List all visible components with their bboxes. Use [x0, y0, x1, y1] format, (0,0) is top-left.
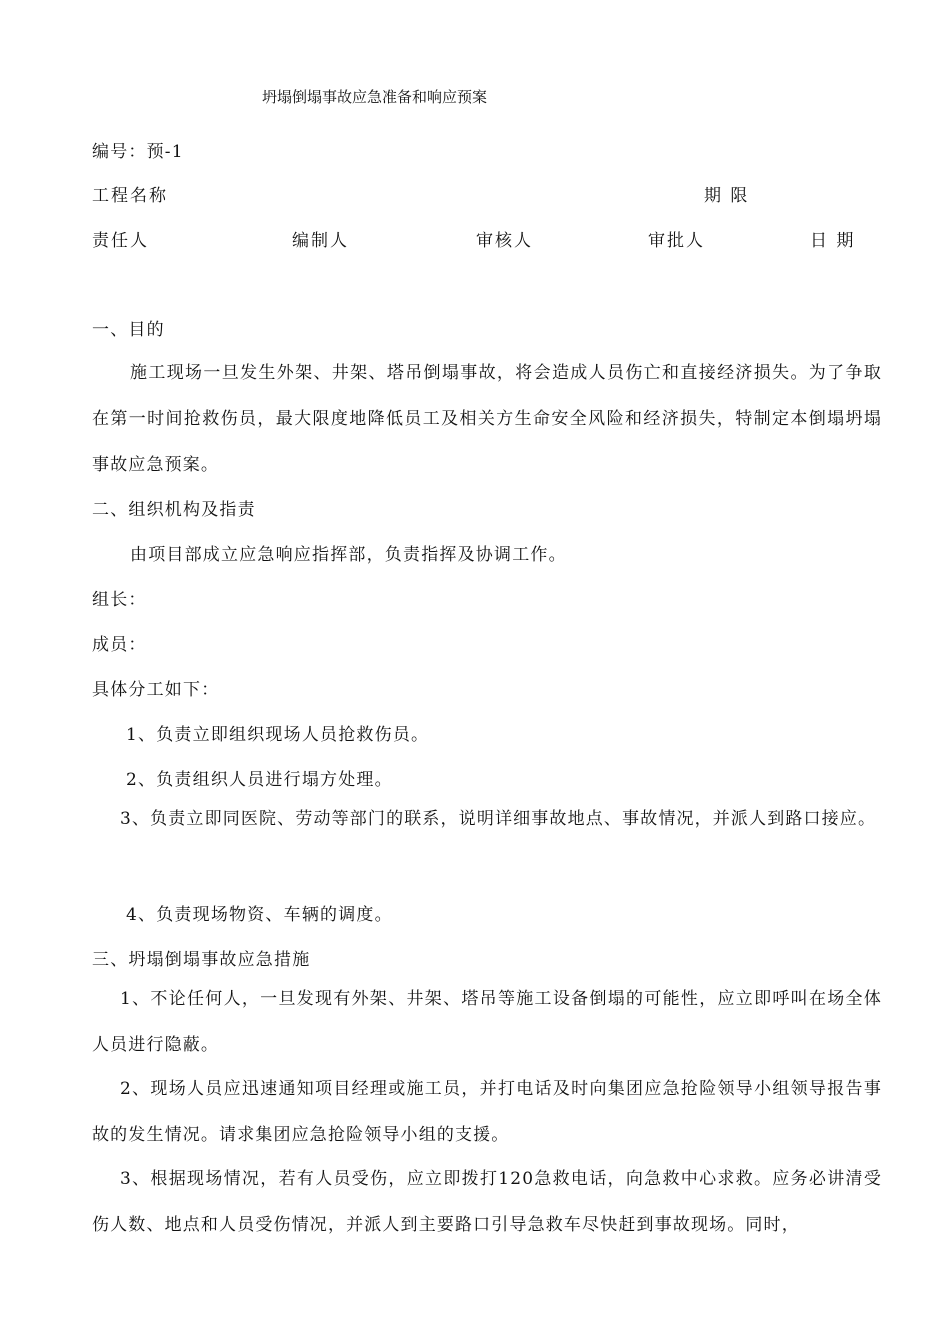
term-label: 期 限 [704, 186, 750, 206]
document-number: 编号：预-1 [92, 142, 184, 162]
section-2-heading: 二、组织机构及指责 [92, 500, 256, 520]
responsible-label: 责任人 [92, 231, 149, 251]
division-item-2: 2、负责组织人员进行塌方处理。 [126, 770, 393, 790]
division-item-1: 1、负责立即组织现场人员抢救伤员。 [126, 725, 430, 745]
section-3-heading: 三、坍塌倒塌事故应急措施 [92, 950, 311, 970]
members-label: 成员： [92, 635, 147, 655]
division-heading: 具体分工如下： [92, 680, 220, 700]
project-name-label: 工程名称 [92, 186, 168, 206]
measure-item-3: 3、根据现场情况，若有人员受伤，应立即拨打120急救电话，向急救中心求救。应务必讲清受伤人数、地点和人员受伤情况，并派人到主要路口引导急救车尽快赶到事故现场。同时， [92, 1169, 882, 1235]
document-title: 坍塌倒塌事故应急准备和响应预案 [262, 88, 488, 106]
date-label: 日 期 [810, 231, 856, 251]
division-item-4: 4、负责现场物资、车辆的调度。 [126, 905, 393, 925]
section-1-paragraph: 施工现场一旦发生外架、井架、塔吊倒塌事故，将会造成人员伤亡和直接经济损失。为了争取在第一时间抢救伤员，最大限度地降低员工及相关方生命安全风险和经济损失，特制定本倒塌坍塌事故应急预案。 [92, 363, 882, 475]
section-1-heading: 一、目的 [92, 320, 165, 340]
approver-label: 审批人 [648, 231, 705, 251]
leader-label: 组长： [92, 590, 147, 610]
measure-item-1: 1、不论任何人，一旦发现有外架、井架、塔吊等施工设备倒塌的可能性，应立即呼叫在场全体人员进行隐蔽。 [92, 989, 882, 1055]
editor-label: 编制人 [292, 231, 349, 251]
measure-item-2: 2、现场人员应迅速通知项目经理或施工员，并打电话及时向集团应急抢险领导小组领导报告事故的发生情况。请求集团应急抢险领导小组的支援。 [92, 1079, 882, 1145]
reviewer-label: 审核人 [476, 231, 533, 251]
section-2-paragraph: 由项目部成立应急响应指挥部，负责指挥及协调工作。 [130, 545, 567, 565]
division-item-3: 3、负责立即同医院、劳动等部门的联系，说明详细事故地点、事故情况，并派人到路口接应。 [120, 809, 877, 829]
